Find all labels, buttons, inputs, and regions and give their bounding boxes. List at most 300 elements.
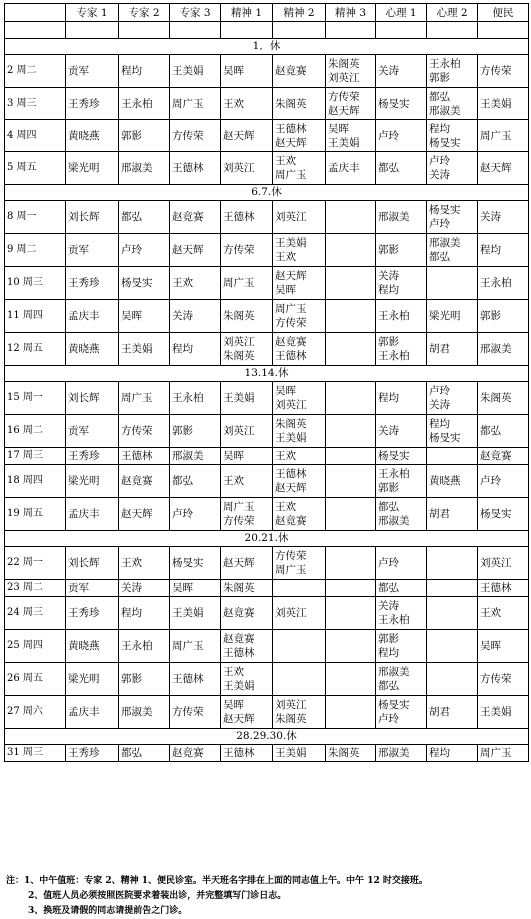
duty-cell	[376, 88, 427, 120]
staff-name: 王永柏	[378, 310, 410, 322]
duty-cell	[427, 465, 478, 498]
duty-cell	[376, 465, 427, 498]
staff-name: 王秀珍	[68, 97, 100, 110]
staff-name: 王德林	[275, 468, 307, 480]
staff-name: 王欢	[275, 251, 296, 263]
duty-cell	[170, 498, 221, 531]
staff-name: 王永柏	[378, 614, 410, 626]
duty-cell	[478, 580, 529, 597]
table-row	[5, 300, 529, 333]
staff-name: 王美娟	[275, 432, 307, 444]
staff-name: 邢淑美	[121, 706, 153, 718]
duty-cell	[273, 580, 326, 597]
duty-cell	[273, 201, 326, 234]
staff-name: 刘英江	[223, 162, 255, 174]
duty-cell	[66, 663, 119, 696]
staff-name: 周广玉	[480, 129, 512, 142]
duty-cell	[376, 267, 427, 300]
table-row	[5, 201, 529, 234]
duty-cell	[427, 201, 478, 234]
duty-cell	[478, 152, 529, 185]
duty-cell	[478, 465, 529, 498]
duty-cell	[170, 415, 221, 448]
duty-cell	[273, 547, 326, 580]
staff-name: 吴晖	[275, 284, 296, 296]
staff-name: 郭影	[480, 310, 501, 322]
staff-name: 周广玉	[480, 747, 512, 759]
staff-name: 贡军	[68, 65, 89, 77]
staff-name: 王永柏	[378, 350, 410, 362]
duty-cell	[119, 22, 170, 39]
table-row	[5, 234, 529, 267]
duty-cell	[170, 152, 221, 185]
staff-name: 周广玉	[223, 277, 255, 289]
duty-cell	[427, 580, 478, 597]
duty-cell	[376, 152, 427, 185]
staff-name: 赵竟赛	[172, 747, 204, 759]
duty-cell	[221, 498, 273, 531]
duty-cell	[221, 465, 273, 498]
duty-cell	[376, 415, 427, 448]
duty-cell	[170, 120, 221, 152]
staff-name: 关涛	[172, 310, 193, 322]
duty-cell	[221, 267, 273, 300]
staff-name: 邢淑美	[378, 666, 410, 678]
duty-cell	[326, 22, 376, 39]
date-cell: 24 周三	[5, 597, 66, 630]
duty-cell	[376, 234, 427, 267]
holiday-label: 13.14.休	[5, 366, 529, 382]
duty-cell	[170, 234, 221, 267]
duty-cell	[221, 597, 273, 630]
staff-name: 赵竟赛	[121, 475, 153, 487]
staff-name: 孟庆丰	[68, 706, 100, 718]
table-row	[5, 498, 529, 531]
staff-name: 周广玉	[275, 303, 307, 315]
staff-name: 邢淑美	[378, 515, 410, 527]
duty-cell	[427, 120, 478, 152]
date-cell: 16 周二	[5, 415, 66, 448]
duty-cell	[478, 120, 529, 152]
staff-name: 郭影	[121, 129, 142, 142]
duty-cell	[119, 234, 170, 267]
staff-name: 赵竟赛	[172, 211, 204, 223]
staff-name: 王德林	[223, 647, 255, 659]
holiday-row	[5, 729, 529, 745]
holiday-label: 20.21.休	[5, 531, 529, 547]
duty-cell	[478, 333, 529, 366]
duty-roster-table	[4, 3, 529, 762]
duty-cell	[170, 55, 221, 88]
duty-cell	[273, 120, 326, 152]
staff-name: 赵天辉	[223, 129, 255, 142]
duty-cell	[326, 120, 376, 152]
duty-cell	[170, 696, 221, 729]
duty-cell	[478, 234, 529, 267]
staff-name: 王秀珍	[68, 277, 100, 289]
staff-name: 孟庆丰	[68, 508, 100, 520]
duty-cell	[376, 300, 427, 333]
duty-cell	[478, 745, 529, 762]
duty-cell	[376, 55, 427, 88]
staff-name: 刘英江	[275, 211, 307, 223]
date-cell: 25 周四	[5, 630, 66, 663]
duty-cell	[376, 120, 427, 152]
table-row	[5, 580, 529, 597]
duty-cell	[66, 547, 119, 580]
staff-name: 朱阁英	[275, 713, 307, 725]
staff-name: 卢玲	[429, 385, 450, 397]
table-row	[5, 465, 529, 498]
duty-cell	[66, 382, 119, 415]
staff-name: 王永柏	[378, 468, 410, 480]
staff-name: 卢玲	[378, 713, 399, 725]
duty-cell	[478, 55, 529, 88]
duty-cell	[427, 333, 478, 366]
staff-name: 梁光明	[429, 310, 461, 322]
staff-name: 王德林	[172, 162, 204, 174]
duty-cell	[119, 580, 170, 597]
staff-name: 都弘	[429, 251, 450, 263]
staff-name: 王欢	[121, 557, 142, 569]
staff-name: 赵天辉	[480, 162, 512, 174]
duty-cell	[170, 547, 221, 580]
staff-name: 王欢	[223, 666, 244, 678]
staff-name: 都弘	[378, 582, 399, 594]
staff-name: 郭影	[121, 673, 142, 685]
duty-cell	[273, 55, 326, 88]
staff-name: 贡军	[68, 425, 89, 437]
staff-name: 孟庆丰	[68, 310, 100, 322]
duty-cell	[170, 663, 221, 696]
duty-cell	[221, 415, 273, 448]
staff-name: 郭影	[429, 72, 450, 84]
staff-name: 郭影	[172, 425, 193, 437]
staff-name: 朱阁英	[223, 582, 255, 594]
holiday-row	[5, 185, 529, 201]
duty-cell	[221, 152, 273, 185]
holiday-row	[5, 531, 529, 547]
duty-cell	[119, 120, 170, 152]
date-cell: 27 周六	[5, 696, 66, 729]
header-psychiatry-1: 精神 1	[221, 4, 273, 22]
staff-name: 邢淑美	[429, 104, 461, 117]
duty-cell	[66, 696, 119, 729]
duty-cell	[376, 663, 427, 696]
duty-cell	[119, 201, 170, 234]
duty-cell	[66, 597, 119, 630]
staff-name: 程均	[121, 607, 142, 619]
table-row	[5, 88, 529, 120]
header-psychology-1: 心理 1	[376, 4, 427, 22]
staff-name: 王秀珍	[68, 450, 100, 462]
duty-cell	[326, 630, 376, 663]
table-row	[5, 267, 529, 300]
holiday-label: 1．休	[5, 39, 529, 55]
holiday-label: 6.7.休	[5, 185, 529, 201]
table-row	[5, 597, 529, 630]
staff-name: 朱阁英	[480, 392, 512, 404]
duty-cell	[66, 333, 119, 366]
staff-name: 刘长辉	[68, 392, 100, 404]
staff-name: 邢淑美	[429, 237, 461, 249]
duty-cell	[478, 88, 529, 120]
duty-cell	[66, 88, 119, 120]
staff-name: 王德林	[223, 747, 255, 759]
duty-cell	[427, 55, 478, 88]
duty-cell	[221, 201, 273, 234]
duty-cell	[427, 448, 478, 465]
duty-cell	[326, 547, 376, 580]
date-cell: 4 周四	[5, 120, 66, 152]
date-cell: 12 周五	[5, 333, 66, 366]
duty-cell	[326, 696, 376, 729]
duty-cell	[119, 300, 170, 333]
duty-cell	[273, 498, 326, 531]
duty-cell	[170, 745, 221, 762]
duty-cell	[273, 663, 326, 696]
date-cell: 3 周三	[5, 88, 66, 120]
duty-cell	[119, 597, 170, 630]
staff-name: 卢玲	[429, 155, 450, 167]
staff-name: 刘长辉	[68, 211, 100, 223]
staff-name: 邢淑美	[378, 211, 410, 223]
staff-name: 程均	[172, 343, 193, 355]
staff-name: 邢淑美	[121, 162, 153, 174]
duty-cell	[376, 547, 427, 580]
duty-cell	[273, 267, 326, 300]
staff-name: 方传荣	[275, 317, 307, 329]
staff-name: 关涛	[378, 270, 399, 282]
duty-cell	[66, 152, 119, 185]
date-cell: 31 周三	[5, 745, 66, 762]
staff-name: 方传荣	[480, 673, 512, 685]
staff-name: 关涛	[378, 65, 399, 77]
staff-name: 程均	[429, 122, 450, 135]
header-psychiatry-2: 精神 2	[273, 4, 326, 22]
staff-name: 王美娟	[223, 392, 255, 404]
duty-cell	[273, 22, 326, 39]
duty-cell	[170, 88, 221, 120]
holiday-row	[5, 366, 529, 382]
staff-name: 刘英江	[223, 425, 255, 437]
staff-name: 赵竟赛	[275, 515, 307, 527]
duty-cell	[66, 55, 119, 88]
staff-name: 吴晖	[275, 385, 296, 397]
date-cell: 8 周一	[5, 201, 66, 234]
staff-name: 赵天辉	[223, 557, 255, 569]
duty-cell	[478, 663, 529, 696]
staff-name: 都弘	[121, 747, 142, 759]
staff-name: 贡军	[68, 244, 89, 256]
staff-name: 刘英江	[223, 336, 255, 348]
staff-name: 王美娟	[480, 97, 512, 110]
duty-cell	[427, 547, 478, 580]
duty-cell	[119, 55, 170, 88]
staff-name: 赵天辉	[275, 270, 307, 282]
staff-name: 卢玲	[378, 557, 399, 569]
duty-cell	[376, 630, 427, 663]
staff-name: 周广玉	[172, 97, 204, 110]
date-cell: 9 周二	[5, 234, 66, 267]
staff-name: 杨旻实	[378, 450, 410, 462]
date-cell: 15 周一	[5, 382, 66, 415]
duty-cell	[170, 22, 221, 39]
duty-cell	[66, 234, 119, 267]
staff-name: 吴晖	[328, 122, 349, 135]
duty-cell	[427, 234, 478, 267]
staff-name: 黄晓燕	[68, 640, 100, 652]
duty-cell	[427, 300, 478, 333]
duty-cell	[478, 630, 529, 663]
date-cell: 17 周三	[5, 448, 66, 465]
staff-name: 王德林	[223, 211, 255, 223]
duty-cell	[119, 267, 170, 300]
duty-cell	[376, 498, 427, 531]
holiday-label: 28.29.30.休	[5, 729, 529, 745]
date-cell: 26 周五	[5, 663, 66, 696]
duty-cell	[427, 382, 478, 415]
date-cell: 2 周二	[5, 55, 66, 88]
duty-cell	[326, 465, 376, 498]
duty-cell	[66, 201, 119, 234]
duty-cell	[326, 580, 376, 597]
staff-name: 周广玉	[223, 501, 255, 513]
staff-name: 关涛	[121, 582, 142, 594]
staff-name: 刘英江	[275, 607, 307, 619]
staff-name: 王美娟	[172, 607, 204, 619]
staff-name: 卢玲	[121, 244, 142, 256]
staff-name: 朱阁英	[275, 97, 307, 110]
staff-name: 朱阁英	[275, 418, 307, 430]
staff-name: 王德林	[480, 582, 512, 594]
duty-cell	[221, 745, 273, 762]
header-row	[5, 4, 529, 22]
staff-name: 吴晖	[172, 582, 193, 594]
staff-name: 杨旻实	[429, 432, 461, 444]
duty-cell	[478, 415, 529, 448]
staff-name: 关涛	[429, 399, 450, 411]
duty-cell	[119, 663, 170, 696]
staff-name: 邢淑美	[480, 343, 512, 355]
staff-name: 程均	[378, 647, 399, 659]
duty-cell	[326, 415, 376, 448]
staff-name: 都弘	[121, 211, 142, 223]
duty-cell	[273, 465, 326, 498]
staff-name: 王欢	[275, 155, 296, 167]
duty-cell	[326, 382, 376, 415]
staff-name: 梁光明	[68, 475, 100, 487]
table-row	[5, 120, 529, 152]
staff-name: 郭影	[378, 336, 399, 348]
staff-name: 王永柏	[480, 277, 512, 289]
staff-name: 都弘	[480, 425, 501, 437]
table-row	[5, 630, 529, 663]
duty-cell	[66, 498, 119, 531]
date-cell	[5, 22, 66, 39]
staff-name: 吴晖	[480, 640, 501, 652]
staff-name: 贡军	[68, 582, 89, 594]
header-psychiatry-3: 精神 3	[326, 4, 376, 22]
duty-cell	[376, 201, 427, 234]
duty-cell	[478, 267, 529, 300]
staff-name: 杨旻实	[121, 277, 153, 289]
staff-name: 卢玲	[378, 129, 399, 142]
duty-cell	[376, 745, 427, 762]
duty-cell	[170, 580, 221, 597]
staff-name: 程均	[378, 284, 399, 296]
staff-name: 王美娟	[172, 65, 204, 77]
duty-cell	[273, 415, 326, 448]
staff-name: 吴晖	[121, 310, 142, 322]
staff-name: 赵竟赛	[223, 607, 255, 619]
staff-name: 王欢	[480, 607, 501, 619]
duty-cell	[221, 547, 273, 580]
staff-name: 王德林	[275, 350, 307, 362]
duty-cell	[273, 234, 326, 267]
staff-name: 王秀珍	[68, 747, 100, 759]
staff-name: 王欢	[223, 97, 244, 110]
duty-cell	[119, 630, 170, 663]
duty-cell	[273, 152, 326, 185]
duty-cell	[119, 547, 170, 580]
staff-name: 郭影	[378, 244, 399, 256]
duty-cell	[170, 267, 221, 300]
staff-name: 赵天辉	[328, 104, 360, 117]
duty-cell	[376, 333, 427, 366]
duty-cell	[427, 415, 478, 448]
duty-cell	[478, 498, 529, 531]
staff-name: 赵竟赛	[275, 336, 307, 348]
duty-cell	[478, 448, 529, 465]
staff-name: 邢淑美	[172, 450, 204, 462]
staff-name: 关涛	[429, 169, 450, 181]
staff-name: 王欢	[275, 450, 296, 462]
staff-name: 方传荣	[480, 65, 512, 77]
staff-name: 梁光明	[68, 162, 100, 174]
staff-name: 方传荣	[121, 425, 153, 437]
duty-cell	[427, 745, 478, 762]
staff-name: 王欢	[275, 501, 296, 513]
duty-cell	[66, 120, 119, 152]
staff-name: 杨旻实	[480, 508, 512, 520]
duty-cell	[66, 630, 119, 663]
staff-name: 程均	[378, 392, 399, 404]
staff-name: 赵竟赛	[275, 65, 307, 77]
staff-name: 王欢	[172, 277, 193, 289]
staff-name: 刘英江	[328, 72, 360, 84]
staff-name: 王永柏	[121, 640, 153, 652]
duty-cell	[326, 267, 376, 300]
holiday-row	[5, 39, 529, 55]
staff-name: 赵天辉	[275, 482, 307, 494]
duty-cell	[119, 696, 170, 729]
table-row	[5, 152, 529, 185]
table-row	[5, 547, 529, 580]
header-psychology-2: 心理 2	[427, 4, 478, 22]
duty-cell	[427, 597, 478, 630]
duty-cell	[221, 55, 273, 88]
staff-name: 程均	[480, 244, 501, 256]
staff-name: 程均	[121, 65, 142, 77]
staff-name: 关涛	[378, 600, 399, 612]
duty-cell	[376, 22, 427, 39]
staff-name: 周广玉	[275, 169, 307, 181]
duty-cell	[273, 448, 326, 465]
duty-cell	[478, 547, 529, 580]
staff-name: 邢淑美	[378, 747, 410, 759]
duty-cell	[170, 630, 221, 663]
